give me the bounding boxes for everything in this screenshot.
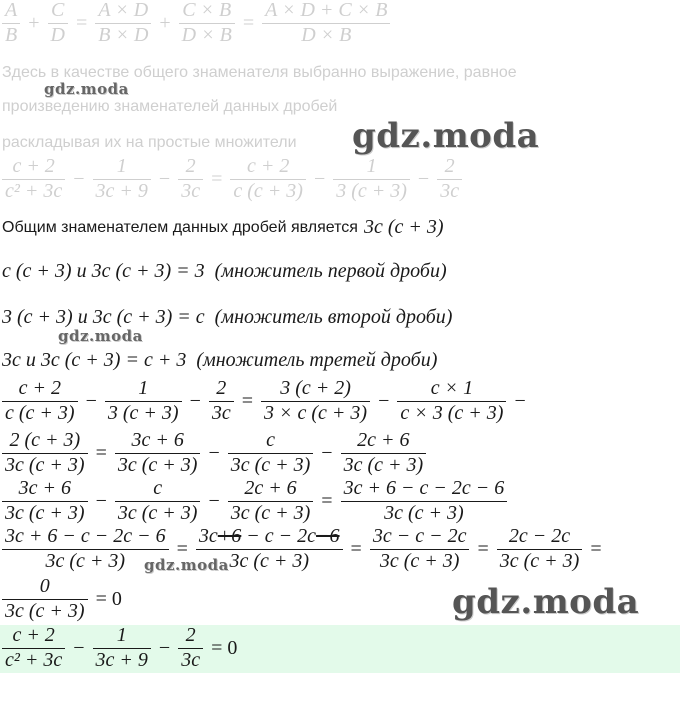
fraction: $\frac{A}{B}$ [2,0,20,46]
intro-text-2: произведению знаменателей данных дробей [2,98,338,115]
fraction: $\frac{A \times D + C \times B}{D \times B}$ [262,0,390,46]
fraction: $\frac{C \times B}{D \times B}$ [179,0,235,46]
watermark: gdz.moda [58,327,143,345]
fraction: $\frac{0}{3c (c + 3)}$ [2,576,88,622]
fraction: $\frac{c}{3c (c + 3)}$ [115,478,201,524]
watermark: gdz.moda [44,80,129,98]
fraction: $\frac{A \times D}{B \times D}$ [95,0,151,46]
fraction: $\frac{1}{3 (c + 3)}$ [105,378,182,424]
multiplier-line-2: 3 (c + 3) и 3c (c + 3) = c (множитель второй дроби) [2,306,453,328]
fraction: $\frac{2}{3c}$ [178,625,203,671]
intro-text-1: Здесь в качестве общего знаменателя выбранно выражение, равное [2,64,517,81]
fraction: $\frac{c + 2}{\text{c² + 3c}}$ [2,625,65,671]
fraction: $\frac{1}{3 (c + 3)}$ [333,156,410,202]
step-5: $\frac{0}{3c (c + 3)}$ = 0 [2,576,122,622]
fraction: $\frac{1}{3c + 9}$ [93,625,151,671]
fraction: $\frac{2c - 2c}{3c (c + 3)}$ [497,526,583,572]
fraction: $\frac{3c + 6 - c - 2c - 6}{3c (c + 3)}$ [2,526,169,572]
fraction: $\frac{3c + 6}{3c (c + 3)}$ [115,430,201,476]
fraction: $\frac{c + 2}{c (c + 3)}$ [2,378,78,424]
fraction: $\frac{3c - c - 2c}{3c (c + 3)}$ [370,526,470,572]
fraction: $\frac{c + 2}{\text{c² + 3c}}$ [2,156,65,202]
fraction: $\frac{3c + 6}{3c (c + 3)}$ [2,478,88,524]
fraction: $\frac{c + 2}{c (c + 3)}$ [230,156,306,202]
common-denominator-text: Общим знаменателем данных дробей является [2,218,358,236]
fraction: $\frac{c}{3c (c + 3)}$ [228,430,314,476]
step-1: $\frac{c + 2}{c (c + 3)}$ − $\frac{1}{3 (c + 3)}$ − $\frac{2}{3c}$ = $\frac{3 (c + 2)}{3 \times c (c + 3)}$ − $\frac{c \times 1}{c \times 3 (c + 3)}$ − [2,378,534,424]
final-answer: $\frac{c + 2}{\text{c² + 3c}}$ − $\frac{1}{3c + 9}$ − $\frac{2}{3c}$ = 0 [2,625,237,671]
fraction: $\frac{2c + 6}{3c (c + 3)}$ [341,430,427,476]
step-2: $\frac{2 (c + 3)}{3c (c + 3)}$ = $\frac{3c + 6}{3c (c + 3)}$ − $\frac{c}{3c (c + 3)}$ − $\frac{2c + 6}{3c (c + 3)}$ [2,430,426,476]
fraction-cancelled: $\frac{3c+6 - c - 2c-6}{3c (c + 3)}$ [196,526,343,572]
common-denominator-value: 3c (c + 3) [363,216,444,238]
intro-text-3: раскладывая их на простые множители [2,134,297,151]
fraction: $\frac{2}{3c}$ [437,156,462,202]
fraction: $\frac{c \times 1}{c \times 3 (c + 3)}$ [397,378,506,424]
common-denominator-line [2,216,444,239]
step-4: $\frac{3c + 6 - c - 2c - 6}{3c (c + 3)}$ = $\frac{3c+6 - c - 2c-6}{3c (c + 3)}$ = $\frac{3c - c - 2c}{3c (c + 3)}$ = $\frac{2c - 2c}{3c (c + 3)}$ = [2,526,610,572]
step-3: $\frac{3c + 6}{3c (c + 3)}$ − $\frac{c}{3c (c + 3)}$ − $\frac{2c + 6}{3c (c + 3)}$ = $\frac{3c + 6 - c - 2c - 6}{3c (c + 3)}$ [2,478,507,524]
intro-factorization: $\frac{c + 2}{\text{c² + 3c}}$ − $\frac{1}{3c + 9}$ − $\frac{2}{3c}$ = $\frac{c + 2}{c (c + 3)}$ − $\frac{1}{3 (c + 3)}$ − $\frac{2}{3c}$ [2,156,462,202]
multiplier-line-3: 3c и 3c (c + 3) = c + 3 (множитель третей дроби) [2,349,438,371]
intro-formula: $\frac{A}{B}$ + $\frac{C}{D}$ = $\frac{A \times D}{B \times D}$ + $\frac{C \times B}{D \times B}$ = $\frac{A \times D + C \times B}{D \times B}$ [2,0,390,46]
fraction: $\frac{3c + 6 - c - 2c - 6}{3c (c + 3)}$ [341,478,508,524]
watermark: gdz.moda [452,582,640,622]
watermark: gdz.moda [144,556,229,574]
multiplier-line-1: c (c + 3) и 3c (c + 3) = 3 (множитель первой дроби) [2,260,447,282]
fraction: $\frac{C}{D}$ [48,0,68,46]
fraction: $\frac{2c + 6}{3c (c + 3)}$ [228,478,314,524]
fraction: $\frac{1}{3c + 9}$ [93,156,151,202]
fraction: $\frac{2}{3c}$ [209,378,234,424]
fraction: $\frac{3 (c + 2)}{3 \times c (c + 3)}$ [261,378,370,424]
fraction: $\frac{2 (c + 3)}{3c (c + 3)}$ [2,430,88,476]
fraction: $\frac{2}{3c}$ [178,156,203,202]
watermark: gdz.moda [352,116,540,156]
